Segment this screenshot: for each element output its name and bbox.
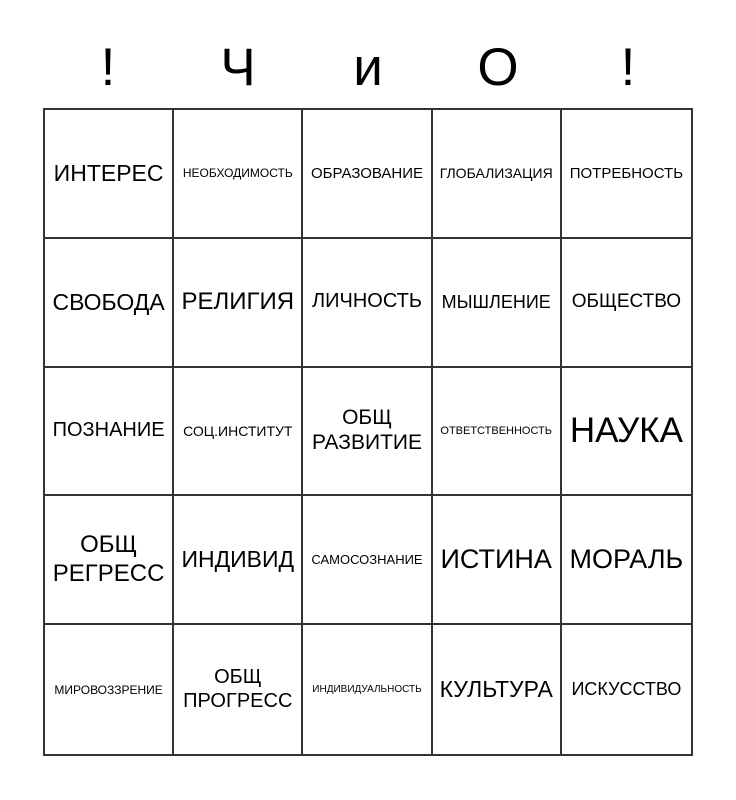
bingo-cell[interactable] [174, 239, 303, 368]
cell-text: ИСТИНА [440, 543, 552, 574]
cell-text: КУЛЬТУРА [439, 676, 553, 703]
bingo-cell[interactable] [174, 110, 303, 239]
title-letter: Ч [220, 37, 256, 97]
bingo-cell[interactable] [45, 368, 174, 497]
cell-text: ИСКУССТВО [571, 678, 682, 699]
bingo-cell[interactable] [174, 368, 303, 497]
cell-text: РЕЛИГИЯ [181, 288, 295, 316]
cell-text: МИРОВОЗЗРЕНИЕ [54, 682, 163, 697]
bingo-cell[interactable] [562, 239, 691, 368]
bingo-cell[interactable] [562, 625, 691, 754]
cell-text: ПОТРЕБНОСТЬ [569, 164, 684, 182]
cell-text: ИНДИВИДУАЛЬНОСТЬ [312, 683, 422, 695]
bingo-cell[interactable] [433, 368, 562, 497]
cell-text: ЛИЧНОСТЬ [312, 290, 422, 313]
cell-text: САМОСОЗНАНИЕ [311, 552, 423, 568]
cell-text: ОБРАЗОВАНИЕ [310, 164, 424, 182]
bingo-grid [43, 108, 693, 756]
bingo-cell[interactable] [303, 110, 432, 239]
card-title [43, 0, 693, 108]
cell-text: МОРАЛЬ [569, 543, 684, 574]
bingo-cell[interactable] [174, 625, 303, 754]
bingo-cell[interactable] [433, 496, 562, 625]
bingo-cell[interactable] [174, 496, 303, 625]
title-letter: и [353, 37, 383, 97]
cell-text: ПОЗНАНИЕ [52, 419, 165, 442]
cell-text: ОТВЕТСТВЕННОСТЬ [440, 424, 552, 437]
cell-text: ОБЩ РЕГРЕСС [52, 531, 165, 587]
cell-text: ИНДИВИД [181, 546, 295, 573]
bingo-cell[interactable] [433, 625, 562, 754]
cell-text: СВОБОДА [52, 288, 165, 315]
cell-text: ОБЩ РАЗВИТИЕ [311, 406, 423, 454]
cell-text: ИНТЕРЕС [53, 159, 164, 186]
title-letter: ! [620, 37, 636, 97]
bingo-cell[interactable] [303, 368, 432, 497]
cell-text: НЕОБХОДИМОСТЬ [182, 166, 293, 181]
bingo-cell[interactable] [303, 496, 432, 625]
bingo-cell[interactable] [303, 239, 432, 368]
cell-text: НАУКА [569, 411, 683, 451]
cell-text: МЫШЛЕНИЕ [441, 291, 551, 312]
bingo-cell[interactable] [45, 110, 174, 239]
bingo-cell[interactable] [45, 239, 174, 368]
cell-text: ОБЩЕСТВО [571, 290, 682, 312]
bingo-cell[interactable] [562, 496, 691, 625]
cell-text: ГЛОБАЛИЗАЦИЯ [439, 165, 553, 182]
bingo-cell[interactable] [562, 110, 691, 239]
cell-text: СОЦ.ИНСТИТУТ [183, 422, 293, 439]
bingo-cell[interactable] [45, 625, 174, 754]
cell-text: ОБЩ ПРОГРЕСС [183, 666, 293, 712]
bingo-cell[interactable] [303, 625, 432, 754]
bingo-cell[interactable] [562, 368, 691, 497]
title-letter: ! [100, 37, 116, 97]
bingo-cell[interactable] [433, 239, 562, 368]
title-letter: О [477, 37, 519, 97]
bingo-cell[interactable] [433, 110, 562, 239]
bingo-cell[interactable] [45, 496, 174, 625]
